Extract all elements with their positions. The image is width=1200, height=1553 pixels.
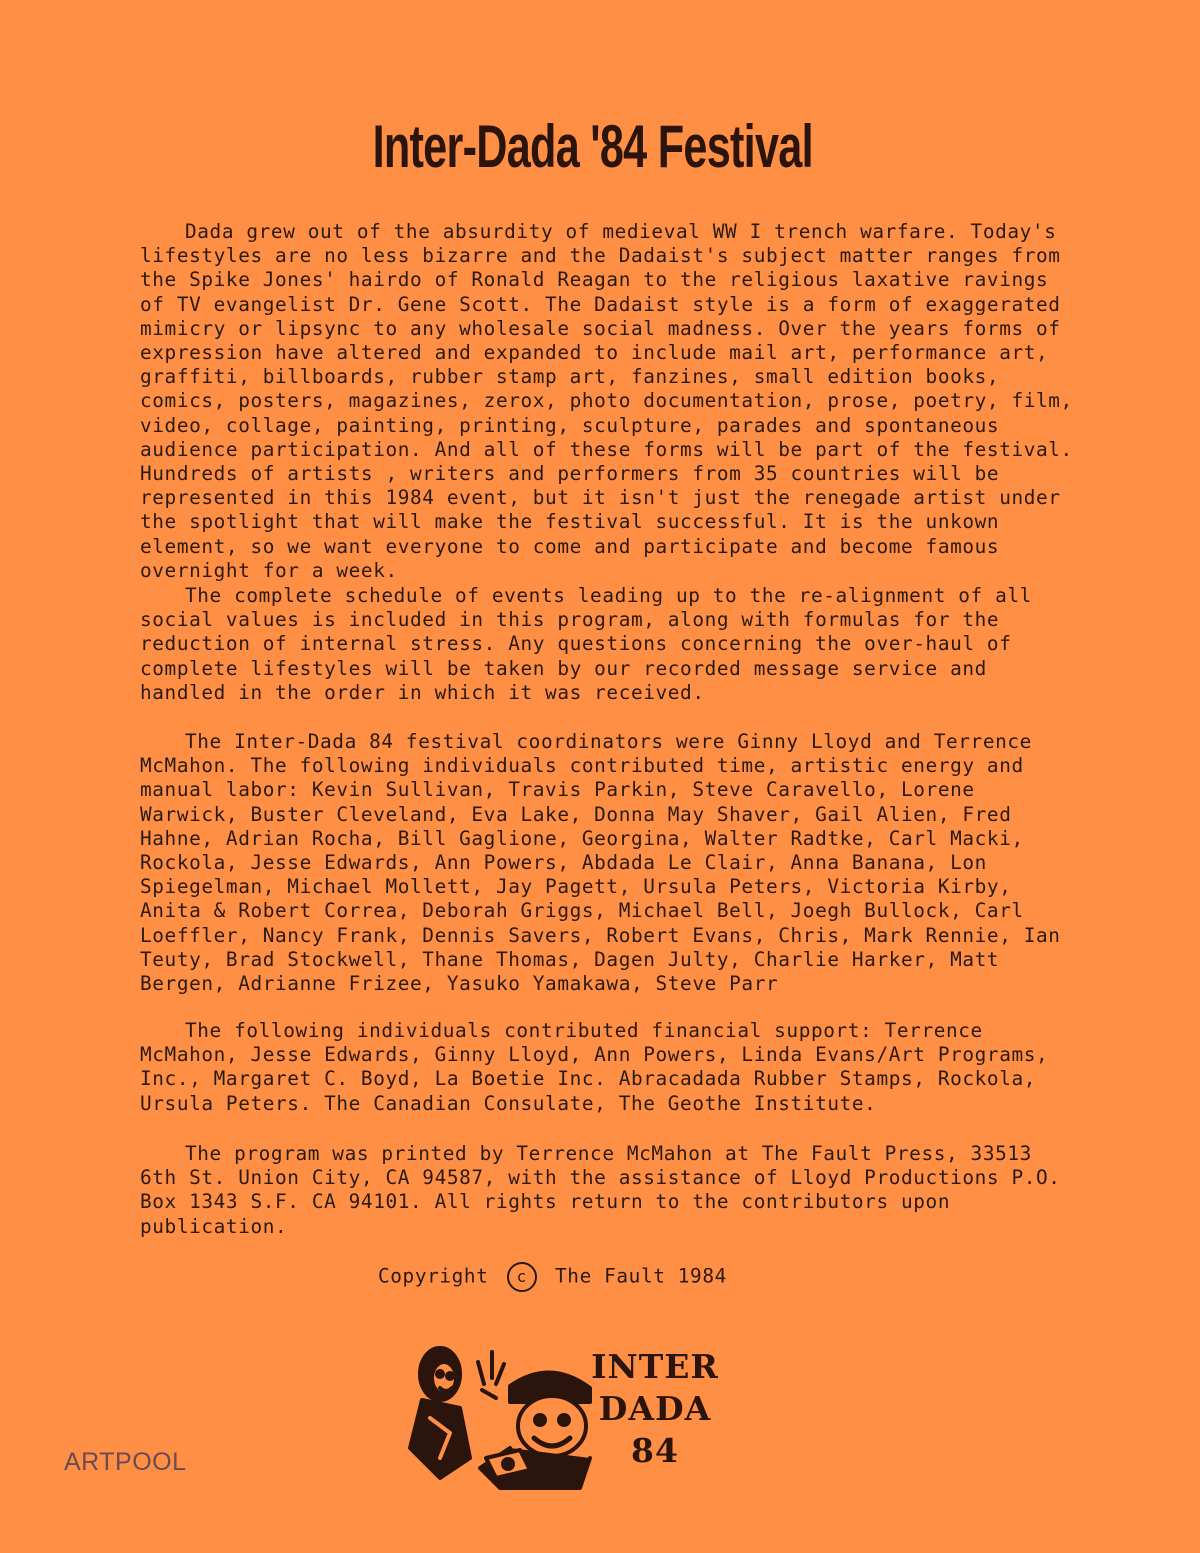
intro-paragraph: Dada grew out of the absurdity of medieval WW I trench warfare. Today's lifestyles are no less bizarre and the Dadaist's subject matter ranges from the Spike Jones' hairdo of Ronald Reagan to the religious laxative ravings of TV evangelist Dr. Gene Scott. The Dadaist style is a form of exaggerated mimicry or lipsync to any wholesale social madness. Over the years forms of expression have altered and expanded to include mail art, performance art, graffiti, billboards, rubber stamp art, fanzines, small edition books, comics, posters, magazines, zerox, photo documentation, prose, poetry, film, video, collage, painting, printing, sculpture, parades and spontaneous audience participation. And all of these forms will be part of the festival. Hundreds of artists , writers and performers from 35 countries will be represented in this 1984 event, but it isn't just the renegade artist under the spotlight that will make the festival successful. It is the unkown element, so we want everyone to come and participate and become famous overnight for a week. (140, 220, 1073, 582)
logo-line-dada: DADA (598, 1389, 712, 1428)
artpool-watermark: ARTPOOL (64, 1448, 187, 1476)
logo-line-year: 84 (631, 1431, 679, 1470)
coordinators-paragraph: The Inter-Dada 84 festival coordinators were Ginny Lloyd and Terrence McMahon. The following individuals contributed time, artistic energy and manual labor: Kevin Sullivan, Travis Parkin, Steve Caravello, Lorene Warwick, Buster Cleveland, Eva Lake, Donna May Shaver, Gail Alien, Fred Hahne, Adrian Rocha, Bill Gaglione, Georgina, Walter Radtke, Carl Macki, Rockola, Jesse Edwards, Ann Powers, Abdada Le Clair, Anna Banana, Lon Spiegelman, Michael Mollett, Jay Pagett, Ursula Peters, Victoria Kirby, Anita & Robert Correa, Deborah Griggs, Michael Bell, Joegh Bullock, Carl Loeffler, Nancy Frank, Dennis Savers, Robert Evans, Chris, Mark Rennie, Ian Teuty, Brad Stockwell, Thane Thomas, Dagen Julty, Charlie Harker, Matt Bergen, Adrianne Frizee, Yasuko Yamakawa, Steve Parr (140, 730, 1061, 996)
copyright-line (378, 1262, 727, 1292)
inter-dada-logo-text (590, 1346, 720, 1472)
copyright-prefix: Copyright (378, 1264, 489, 1288)
page-title: Inter-Dada '84 Festival (372, 113, 813, 180)
logo-line-inter: INTER (591, 1347, 719, 1386)
schedule-paragraph: The complete schedule of events leading up to the re-alignment of all social values is included in this program, along with formulas for the reduction of internal stress. Any questions concerning the over-haul of complete lifestyles will be taken by our recorded message service and handled in the order in which it was received. (140, 584, 1032, 704)
inter-dada-cartoon-logo-icon (400, 1338, 600, 1490)
printing-paragraph: The program was printed by Terrence McMahon at The Fault Press, 33513 6th St. Union City, CA 94587, with the assistance of Lloyd Productions P.O. Box 1343 S.F. CA 94101. All rights return to the contributors upon publication. (140, 1142, 1061, 1238)
copyright-suffix: The Fault 1984 (555, 1264, 727, 1288)
copyright-symbol-icon: c (507, 1262, 537, 1292)
financial-support-paragraph: The following individuals contributed financial support: Terrence McMahon, Jesse Edwards, Ginny Lloyd, Ann Powers, Linda Evans/Art Programs, Inc., Margaret C. Boyd, La Boetie Inc. Abracadada Rubber Stamps, Rockola, Ursula Peters. The Canadian Consulate, The Geothe Institute. (140, 1019, 1049, 1115)
